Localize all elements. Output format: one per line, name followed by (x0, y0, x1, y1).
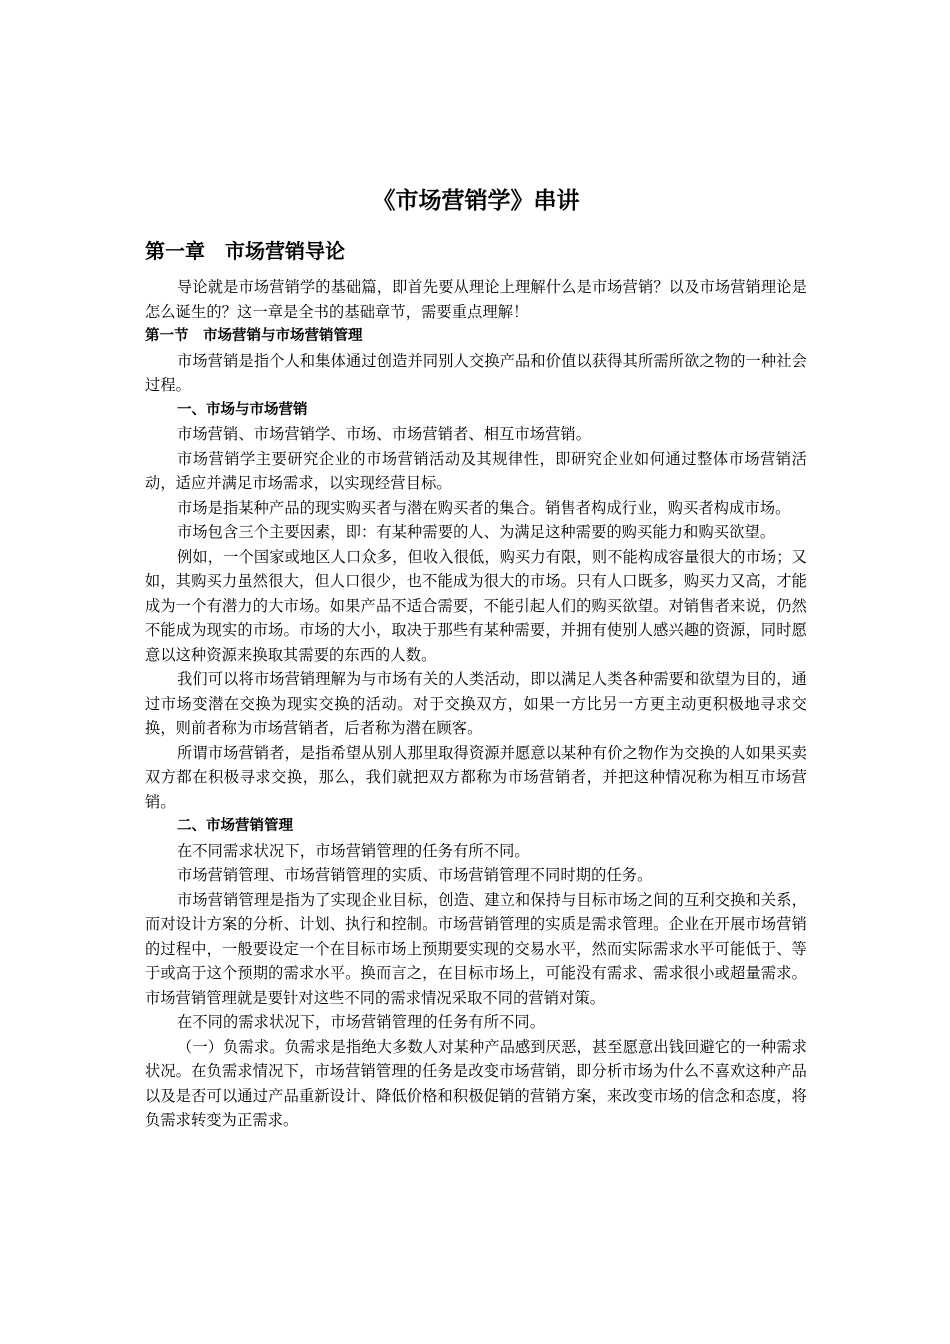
paragraph: 在不同的需求状况下，市场营销管理的任务有所不同。 (177, 1013, 546, 1031)
paragraph: 市场包含三个主要因素，即：有某种需要的人、为满足这种需要的购买能力和购买欲望。 (177, 523, 776, 541)
intro-paragraph: 导论就是市场营销学的基础篇，即首先要从理论上理解什么是市场营销？以及市场营销理论是怎么诞生的？这一章是全书的基础章节，需要重点理解！ (145, 278, 807, 321)
paragraph: 市场营销学主要研究企业的市场营销活动及其规律性，即研究企业如何通过整体市场营销活动，适应并满足市场需求，以实现经营目标。 (145, 449, 807, 492)
subsection-title: 一、市场与市场营销 (177, 401, 308, 418)
paragraph: 市场营销管理、市场营销管理的实质、市场营销管理不同时期的任务。 (177, 866, 653, 884)
document-body (145, 183, 807, 1133)
paragraph: 在不同需求状况下，市场营销管理的任务有所不同。 (177, 841, 530, 860)
chapter-title: 第一章 市场营销导论 (145, 239, 345, 263)
paragraph: 市场营销管理是指为了实现企业目标，创造、建立和保持与目标市场之间的互利交换和关系，而对设计方案的分析、计划、执行和控制。市场营销管理的实质是需求管理。企业在开展市场营销的过程中，一般要设定一个在目标市场上预期要实现的交易水平，然而实际需求水平可能低于、等于或高于这个预期的需求水平。换而言之，在目标市场上，可能没有需求、需求很小或超量需求。市场营销管理就是要针对这些不同的需求情况采取不同的营销对策。 (145, 890, 807, 1007)
subsection-title: 二、市场营销管理 (177, 818, 293, 834)
section-title: 第一节 市场营销与市场营销管理 (145, 328, 363, 344)
document-title: 《市场营销学》串讲 (372, 188, 580, 214)
paragraph: 市场营销是指个人和集体通过创造并同别人交换产品和价值以获得其所需所欲之物的一种社会过程。 (145, 351, 807, 394)
paragraph: 市场营销、市场营销学、市场、市场营销者、相互市场营销。 (177, 425, 592, 443)
paragraph: （一）负需求。负需求是指绝大多数人对某种产品感到厌恶，甚至愿意出钱回避它的一种需求状况。在负需求情况下，市场营销管理的任务是改变市场营销，即分析市场为什么不喜欢这种产品以及是否可以通过产品重新设计、降低价格和积极促销的营销方案，来改变市场的信念和态度，将负需求转变为正需求。 (145, 1037, 807, 1129)
paragraph: 所谓市场营销者，是指希望从别人那里取得资源并愿意以某种有价之物作为交换的人如果买卖双方都在积极寻求交换，那么，我们就把双方都称为市场营销者，并把这种情况称为相互市场营销。 (145, 743, 807, 811)
paragraph: 市场是指某种产品的现实购买者与潜在购买者的集合。销售者构成行业，购买者构成市场。 (177, 498, 791, 517)
paragraph: 我们可以将市场营销理解为与市场有关的人类活动，即以满足人类各种需要和欲望为目的，通过市场变潜在交换为现实交换的活动。对于交换双方，如果一方比另一方更主动更积极地寻求交换，则前者称为市场营销者，后者称为潜在顾客。 (145, 670, 807, 737)
paragraph: 例如，一个国家或地区人口众多，但收入很低，购买力有限，则不能构成容量很大的市场；又如，其购买力虽然很大，但人口很少，也不能成为很大的市场。只有人口既多，购买力又高，才能成为一个有潜力的大市场。如果产品不适合需要，不能引起人们的购买欲望。对销售者来说，仍然不能成为现实的市场。市场的大小，取决于那些有某种需要，并拥有使别人感兴趣的资源，同时愿意以这种资源来换取其需要的东西的人数。 (145, 547, 807, 664)
